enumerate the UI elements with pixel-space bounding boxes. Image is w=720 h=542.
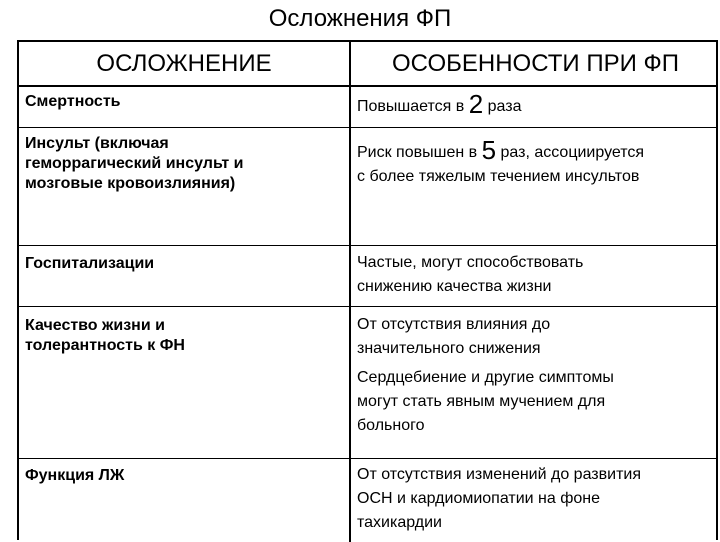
table-row-feature [357, 313, 717, 438]
complication-line: толерантность к ФН [25, 337, 185, 354]
table-row-complication: Смертность [25, 93, 121, 110]
table-row-complication [25, 316, 343, 356]
page-title: Осложнения ФП [268, 5, 452, 32]
row-divider [19, 127, 716, 128]
feature-line: Сердцебиение и другие симптомы [357, 369, 614, 386]
feature-line: больного [357, 417, 425, 434]
table-row-complication: Госпитализации [25, 255, 155, 272]
feature-line: значительного снижения [357, 340, 541, 357]
table-row-complication: Функция ЛЖ [25, 467, 125, 484]
feature-line: От отсутствия влияния до [357, 316, 551, 333]
complication-line: мозговые кровоизлияния) [25, 175, 236, 192]
table-row-complication [25, 134, 343, 194]
feature-line: снижению качества жизни [357, 278, 552, 295]
feature-line [357, 135, 717, 165]
feature-line: От отсутствия изменений до развития [357, 466, 641, 483]
feature-text: раза [483, 98, 522, 115]
header-divider [19, 85, 716, 87]
feature-text: раз, ассоциируется [496, 144, 645, 161]
feature-line: Частые, могут способствовать [357, 254, 584, 271]
feature-line: тахикардии [357, 514, 442, 531]
feature-number: 5 [481, 135, 497, 165]
row-divider [19, 458, 716, 459]
row-divider [19, 245, 716, 246]
feature-text: Риск повышен в [357, 144, 482, 161]
column-divider [349, 42, 351, 542]
table-row-feature [357, 251, 717, 299]
complication-line: Качество жизни и [25, 317, 165, 334]
feature-line: ОСН и кардиомиопатии на фоне [357, 490, 601, 507]
complication-line: Инсульт (включая [25, 135, 169, 152]
row-divider [19, 306, 716, 307]
complication-line: геморрагический инсульт и [25, 155, 244, 172]
table-row-feature [357, 463, 717, 535]
feature-number: 2 [468, 89, 484, 119]
table-row-feature [357, 89, 717, 119]
feature-text: Повышается в [357, 98, 469, 115]
complications-table [17, 40, 718, 540]
table-row-feature [357, 135, 717, 189]
feature-line: могут стать явным мучением для [357, 393, 606, 410]
header-features: ОСОБЕННОСТИ ПРИ ФП [391, 50, 679, 77]
feature-line: с более тяжелым течением инсультов [357, 168, 640, 185]
header-complication: ОСЛОЖНЕНИЕ [96, 50, 272, 77]
